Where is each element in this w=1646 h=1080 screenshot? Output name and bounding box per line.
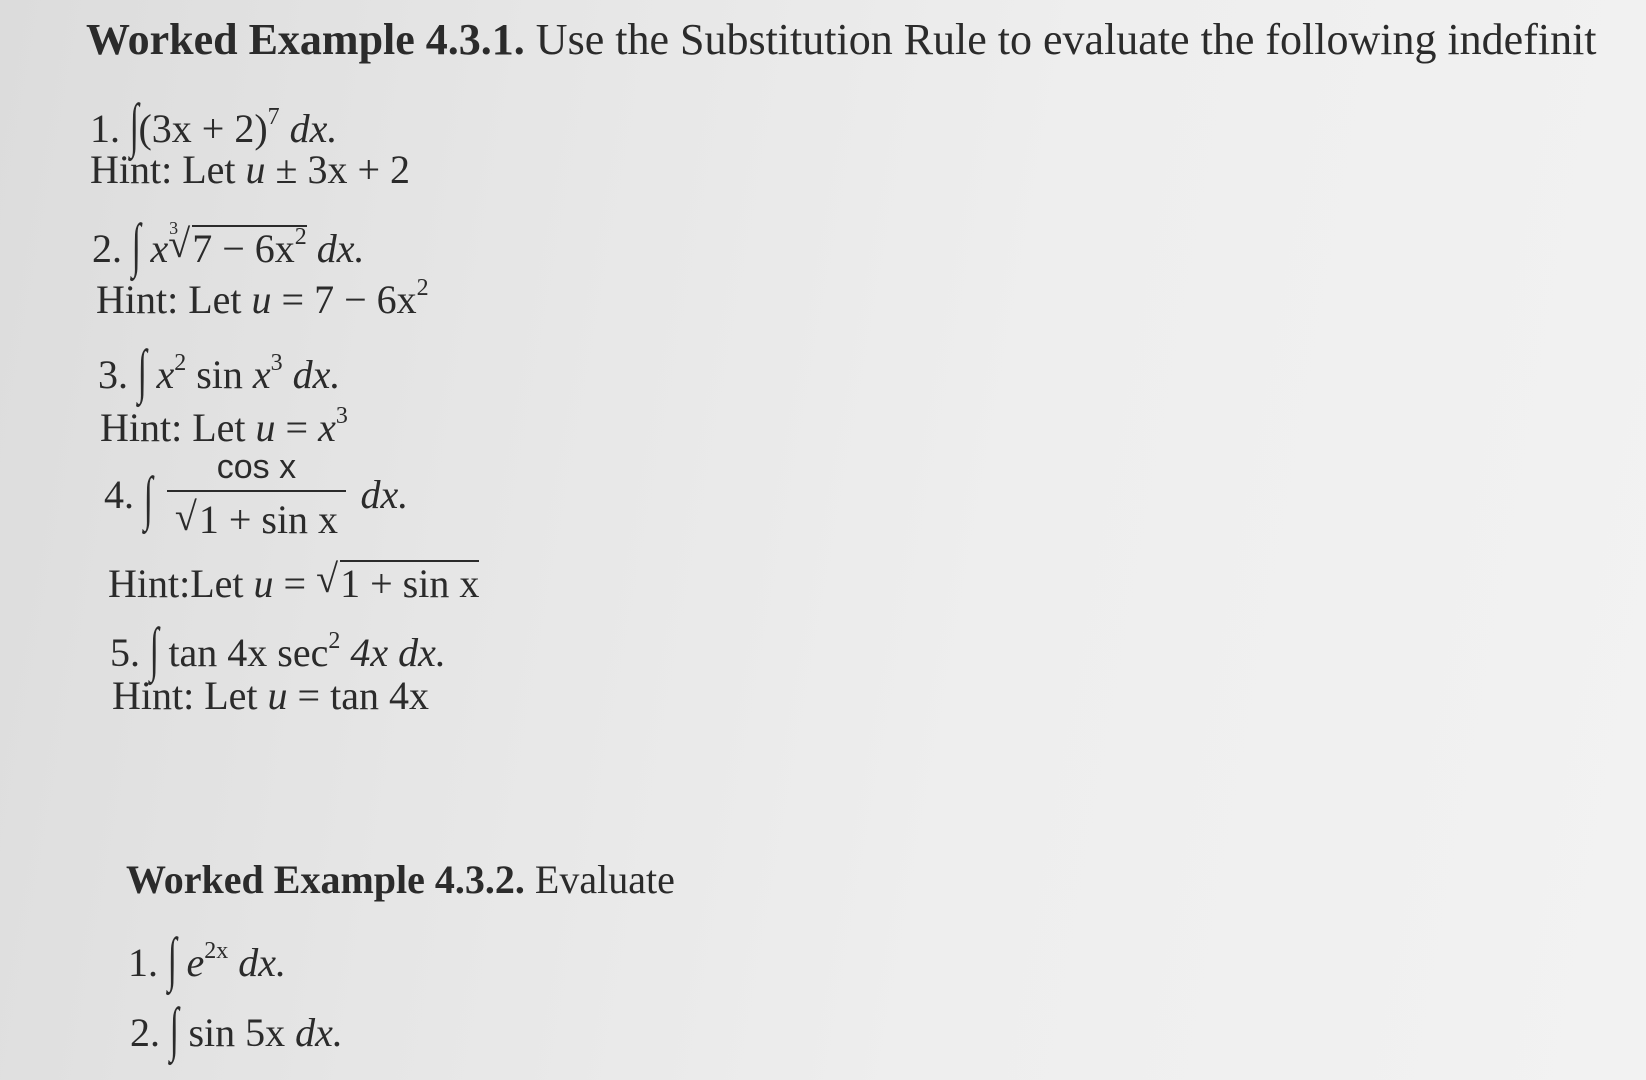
hint-equals: = (285, 405, 309, 450)
hint-expression: 7 − 6x (314, 277, 417, 322)
problem-number: 2. (130, 1010, 160, 1055)
problem-2-2 (130, 996, 343, 1062)
integrand: (3x + 2) (138, 106, 268, 151)
numerator: cos x (216, 448, 297, 486)
integral-sign: ∫ (143, 465, 153, 531)
exponent: 2 (174, 350, 187, 376)
hint-equals: = (281, 277, 305, 322)
exponent: 2 (416, 275, 429, 301)
integrand: sin 5x (188, 1010, 286, 1055)
worked-example-4-3-1-heading (86, 15, 1597, 64)
hint-prefix: Hint: Let (90, 147, 236, 192)
problem-number: 1. (128, 940, 158, 985)
differential: dx. (295, 1010, 343, 1055)
hint-equals: = (283, 561, 307, 606)
radicand: 7 − 6x (192, 226, 295, 271)
hint-1 (90, 147, 411, 192)
exponent: 2 (328, 628, 341, 654)
hint-variable: u (245, 147, 266, 192)
example-label: Worked Example 4.3.2. (126, 857, 525, 902)
hint-expression: 1 + sin x (340, 561, 480, 606)
differential: dx. (238, 940, 286, 985)
problem-4 (104, 450, 408, 540)
worked-example-4-3-2-heading (126, 857, 675, 902)
problem-2-1 (128, 926, 286, 992)
hint-prefix: Hint: Let (112, 673, 258, 718)
problem-5 (110, 616, 446, 682)
fraction (166, 450, 346, 540)
base-e: e (186, 940, 205, 985)
differential: dx. (316, 226, 365, 271)
hint-4 (108, 560, 479, 604)
function-name: sin (196, 352, 243, 397)
hint-expression: 3x + 2 (307, 147, 411, 192)
problem-1 (90, 92, 338, 158)
exponent: 3 (270, 350, 283, 376)
problem-number: 5. (110, 630, 140, 675)
integral-sign: ∫ (137, 338, 147, 404)
hint-variable: u (255, 405, 276, 450)
hint-prefix: Hint: Let (96, 277, 242, 322)
problem-number: 2. (92, 226, 122, 271)
hint-equals: = (297, 673, 321, 718)
problem-2 (92, 212, 365, 278)
cube-root (168, 217, 307, 271)
example-instruction: Use the Substitution Rule to evaluate the following indefinit (535, 15, 1597, 64)
hint-equals: ± (275, 147, 298, 192)
exponent: 7 (267, 104, 280, 130)
hint-5 (112, 673, 429, 718)
hint-3 (100, 403, 348, 450)
example-instruction: Evaluate (534, 857, 675, 902)
problem-number: 4. (104, 472, 134, 517)
problem-number: 3. (98, 352, 128, 397)
differential: dx. (398, 630, 446, 675)
exponent: 3 (335, 403, 348, 429)
problem-number: 1. (90, 106, 120, 151)
hint-expression: x (318, 405, 336, 450)
hint-variable: u (267, 673, 288, 718)
factor-x: x (150, 226, 169, 271)
square-root: √ 1 + sin x (175, 498, 338, 540)
integral-sign: ∫ (169, 996, 179, 1062)
exponent: 2x (204, 938, 229, 964)
integral-sign: ∫ (131, 212, 141, 278)
integral-sign: ∫ (167, 926, 177, 992)
hint-prefix: Hint:Let (108, 561, 244, 606)
problem-3 (98, 338, 341, 404)
integrand: tan 4x sec (168, 630, 329, 675)
denominator (167, 490, 346, 540)
base-x: x (156, 352, 175, 397)
integral-sign: ∫ (149, 616, 159, 682)
differential: dx. (360, 472, 409, 517)
root-index: √ 3 (169, 217, 179, 238)
integral-sign: ∫ (129, 92, 139, 158)
integrand-arg: 4x (350, 630, 389, 675)
hint-expression: tan 4x (330, 673, 429, 718)
square-root (316, 560, 479, 604)
differential: dx. (292, 352, 341, 397)
hint-2 (96, 275, 429, 322)
hint-variable: u (251, 277, 272, 322)
argument: x (252, 352, 271, 397)
exponent: 2 (294, 224, 307, 250)
hint-prefix: Hint: Let (100, 405, 246, 450)
hint-variable: u (253, 561, 274, 606)
example-label: Worked Example 4.3.1. (86, 15, 525, 64)
differential: dx. (289, 106, 338, 151)
